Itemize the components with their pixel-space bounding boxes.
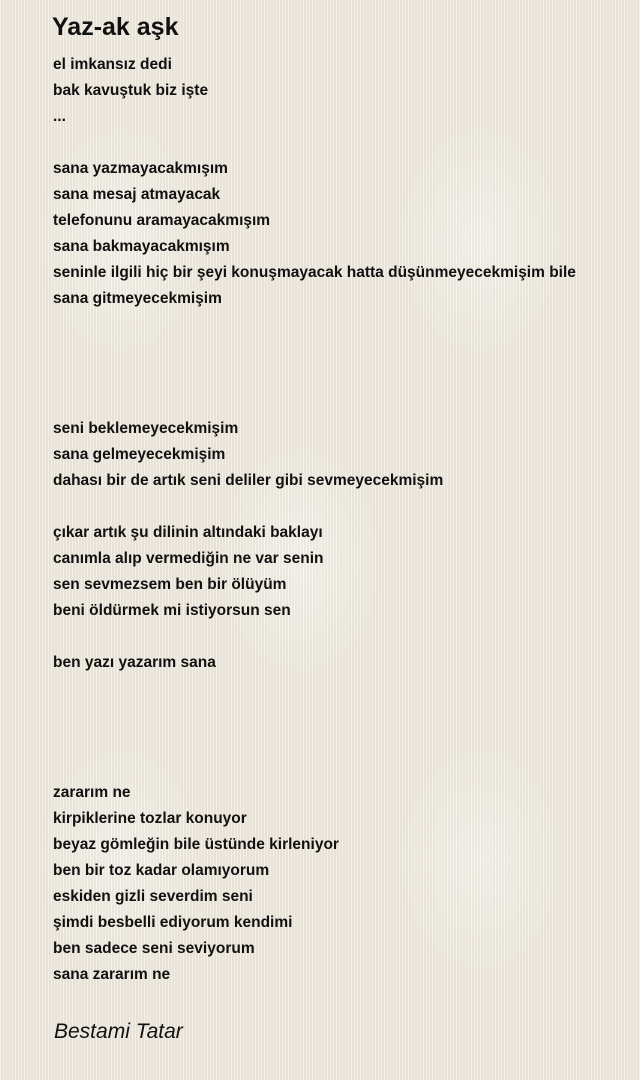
poem-blank-line [53,390,633,416]
poem-line: sana yazmayacakmışım [53,160,228,177]
poem-line: şimdi besbelli ediyorum kendimi [53,914,293,931]
poem-line: beni öldürmek mi istiyorsun sen [53,602,291,619]
poem-line: el imkansız dedi [53,56,172,73]
poem-blank-line [53,754,633,780]
poem-line: ben bir toz kadar olamıyorum [53,862,270,879]
poem-title: Yaz-ak aşk [52,13,179,41]
poem-line: kirpiklerine tozlar konuyor [53,810,247,827]
poem-blank-line [53,494,633,520]
poem-blank-line [53,624,633,650]
poem-blank-line [53,130,633,156]
poem-line: çıkar artık şu dilinin altındaki baklayı [53,524,323,541]
poem-line: sana gelmeyecekmişim [53,446,226,463]
poem-author: Bestami Tatar [54,1020,183,1043]
poem-line: sana mesaj atmayacak [53,186,221,203]
poem-blank-line [53,364,633,390]
poem-line: bak kavuştuk biz işte [53,82,209,99]
poem-line: ... [53,108,66,125]
poem-body [53,52,633,988]
poem-line: sana gitmeyecekmişim [53,290,222,307]
poem-line: eskiden gizli severdim seni [53,888,253,905]
poem-line: sen sevmezsem ben bir ölüyüm [53,576,287,593]
poem-line: sana bakmayacakmışım [53,238,230,255]
poem-line: ben yazı yazarım sana [53,654,216,671]
poem-line: ben sadece seni seviyorum [53,940,255,957]
poem-line: canımla alıp vermediğin ne var senin [53,550,324,567]
poem-line: sana zararım ne [53,966,171,983]
poem-line: beyaz gömleğin bile üstünde kirleniyor [53,836,339,853]
poem-line: zararım ne [53,784,131,801]
poem-line: seninle ilgili hiç bir şeyi konuşmayacak hatta düşünmeyecekmişim bile [53,264,576,281]
poem-line: telefonunu aramayacakmışım [53,212,271,229]
poem-line: seni beklemeyecekmişim [53,420,239,437]
poem-blank-line [53,728,633,754]
poem-blank-line [53,312,633,338]
poem-blank-line [53,338,633,364]
poem-line: dahası bir de artık seni deliler gibi sevmeyecekmişim [53,472,444,489]
poem-blank-line [53,702,633,728]
poem-blank-line [53,676,633,702]
